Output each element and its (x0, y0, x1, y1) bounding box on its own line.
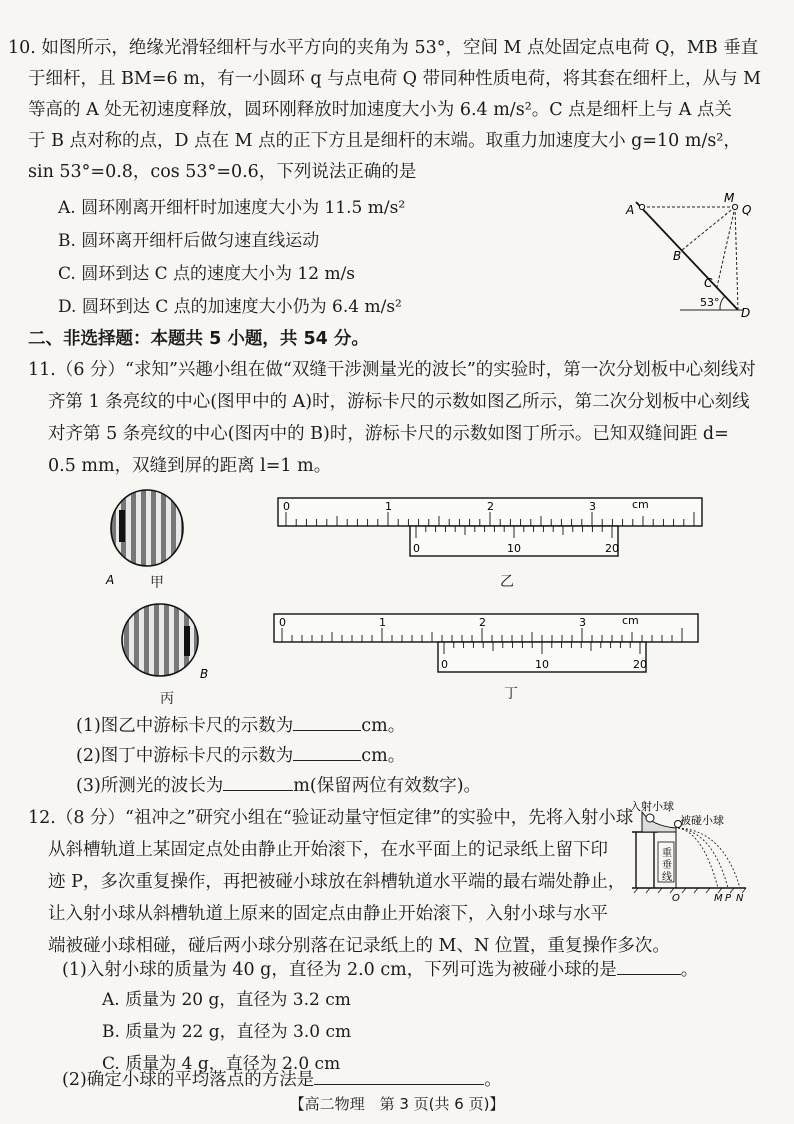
q11-sub-2 (76, 742, 405, 768)
q10-label-m: M (724, 192, 735, 205)
q10-angle-label: 53° (700, 296, 720, 309)
q11-line-1: 11.（6 分）“求知”兴趣小组在做“双缝干涉测量光的波长”的实验时，第一次分划板中心刻线对 (28, 360, 756, 380)
q12-line-1: 12.（8 分）“祖冲之”研究小组在“验证动量守恒定律”的实验中，先将入射小球 (28, 808, 634, 828)
q12-sub-1 (62, 956, 698, 982)
q11-sub3-text: (3)所测光的波长为 (76, 776, 224, 796)
fringe-label-b: B (200, 667, 209, 681)
q12-sub1-end: 。 (680, 960, 699, 980)
q10-option-c: C. 圆环到达 C 点的速度大小为 12 m/s (58, 264, 356, 284)
trajectory-m (678, 828, 718, 888)
caliper-yi (272, 490, 712, 568)
trajectory-p (678, 828, 728, 888)
vernier-tick-label: 0 (441, 658, 448, 671)
q11-sub-3 (76, 772, 481, 798)
vernier-tick-label: 10 (507, 542, 521, 555)
section-2-heading: 二、非选择题：本题共 5 小题，共 54 分。 (28, 329, 369, 349)
q10-option-d: D. 圆环到达 C 点的加速度大小仍为 6.4 m/s² (58, 297, 402, 317)
q10-label-a: A (626, 203, 635, 217)
q11-sub1-unit: cm。 (361, 716, 406, 736)
main-tick-label: 3 (589, 500, 596, 513)
q10-label-d: D (741, 306, 751, 320)
q10-label-b: B (673, 249, 682, 263)
vernier-tick-label: 10 (535, 658, 549, 671)
q10-rod (636, 202, 738, 310)
fringe-figure-jia (104, 486, 190, 590)
main-tick-label: 1 (385, 500, 392, 513)
q10-figure (620, 192, 760, 322)
q11-sub2-unit: cm。 (361, 746, 406, 766)
unit-label: cm (622, 614, 639, 627)
q12-line-3: 迹 P，多次重复操作，再把被碰小球放在斜槽轨道水平端的最右端处静止， (48, 872, 626, 892)
incident-ball-icon (646, 814, 654, 822)
q12-line-5: 端被碰小球相碰，碰后两小球分别落在记录纸上的 M、N 位置，重复操作多次。 (48, 936, 670, 956)
main-tick-label: 0 (283, 500, 290, 513)
reticle-b (184, 626, 190, 656)
q12-answer-1-blank[interactable] (617, 956, 681, 975)
q11-answer-2-blank[interactable] (293, 742, 361, 761)
q10-line-2: 于细杆，且 BM=6 m，有一小圆环 q 与点电荷 Q 带同种性质电荷，将其套在细杆上，从与 M (28, 69, 762, 89)
caliper-ding (268, 606, 708, 684)
fringe-figure-bing (112, 602, 216, 692)
q12-line-4: 让入射小球从斜槽轨道上原来的固定点由静止开始滚下，入射小球与水平 (48, 904, 608, 924)
vernier-tick-label: 20 (633, 658, 647, 671)
vernier-tick-label: 0 (413, 542, 420, 555)
q11-sub2-text: (2)图丁中游标卡尺的示数为 (76, 746, 294, 766)
q10-charge-icon (732, 204, 737, 209)
label-p: P (725, 893, 732, 902)
plumb-label-3: 线 (662, 872, 672, 883)
label-target: 被碰小球 (680, 814, 724, 827)
vernier-tick-label: 20 (605, 542, 619, 555)
q12-sub-2 (62, 1066, 502, 1092)
caption-yi: 乙 (500, 574, 514, 590)
unit-label: cm (632, 498, 649, 511)
q10-option-a: A. 圆环刚离开细杆时加速度大小为 11.5 m/s² (58, 198, 406, 218)
q11-answer-1-blank[interactable] (293, 712, 361, 731)
q10-option-b: B. 圆环离开细杆后做匀速直线运动 (58, 231, 320, 251)
fringe-label-a: A (106, 573, 115, 587)
trajectory-n (678, 828, 740, 888)
q10-line-4: 于 B 点对称的点，D 点在 M 点的正下方且是细杆的末端。取重力加速度大小 g=10 m/s²， (28, 131, 741, 151)
q12-option-c: C. 质量为 4 g，直径为 2.0 cm (102, 1054, 341, 1074)
q10-line-3: 等高的 A 处无初速度释放，圆环刚释放时加速度大小为 6.4 m/s²。C 点是细杆上与 A 点关 (28, 100, 732, 120)
q11-sub1-text: (1)图乙中游标卡尺的示数为 (76, 716, 294, 736)
caption-ding: 丁 (504, 686, 518, 702)
q10-label-c: C (704, 276, 713, 290)
plumb-label-1: 重 (662, 848, 672, 859)
q10-ring-icon (639, 204, 644, 209)
q12-option-b: B. 质量为 22 g，直径为 3.0 cm (102, 1022, 352, 1042)
q12-sub1-text: (1)入射小球的质量为 40 g，直径为 2.0 cm，下列可选为被碰小球的是 (62, 960, 617, 980)
label-incident: 入射小球 (630, 800, 674, 813)
q10-angle-arc (720, 296, 725, 310)
q10-line-md (735, 207, 738, 310)
plumb-label-2: 垂 (662, 860, 672, 871)
caption-bing: 丙 (160, 691, 174, 707)
label-m: M (714, 893, 723, 902)
q10-line-mc (717, 207, 735, 287)
q10-line-5: sin 53°=0.8，cos 53°=0.6，下列说法正确的是 (28, 162, 417, 182)
main-tick-label: 0 (279, 616, 286, 629)
q11-answer-3-blank[interactable] (223, 772, 293, 791)
q12-line-2: 从斜槽轨道上某固定点处由静止开始滚下，在水平面上的记录纸上留下印 (48, 840, 608, 860)
page-footer: 【高二物理 第 3 页(共 6 页)】 (289, 1095, 505, 1113)
q11-sub-1 (76, 712, 405, 738)
reticle-a (119, 510, 125, 542)
q12-figure (628, 798, 748, 902)
main-tick-label: 2 (479, 616, 486, 629)
q11-line-3: 对齐第 5 条亮纹的中心(图丙中的 B)时，游标卡尺的示数如图丁所示。已知双缝间距 d= (48, 424, 729, 444)
q10-line-1: 10. 如图所示，绝缘光滑轻细杆与水平方向的夹角为 53°，空间 M 点处固定点电荷 Q，MB 垂直 (8, 38, 759, 58)
label-n: N (736, 893, 744, 902)
main-tick-label: 3 (579, 616, 586, 629)
q11-sub3-unit: m(保留两位有效数字)。 (293, 776, 482, 796)
q11-line-4: 0.5 mm，双缝到屏的距离 l=1 m。 (48, 456, 332, 476)
q12-answer-2-blank[interactable] (314, 1066, 484, 1085)
q12-sub2-end: 。 (484, 1070, 502, 1090)
q12-option-a: A. 质量为 20 g，直径为 3.2 cm (102, 990, 351, 1010)
q11-line-2: 齐第 1 条亮纹的中心(图甲中的 A)时，游标卡尺的示数如图乙所示，第二次分划板中心刻线 (48, 392, 750, 412)
caption-jia: 甲 (150, 575, 164, 591)
main-tick-label: 2 (487, 500, 494, 513)
main-tick-label: 1 (379, 616, 386, 629)
q12-sub2-text: (2)确定小球的平均落点的方法是 (62, 1070, 315, 1090)
q10-label-q: Q (742, 203, 752, 217)
label-o: O (672, 893, 680, 902)
